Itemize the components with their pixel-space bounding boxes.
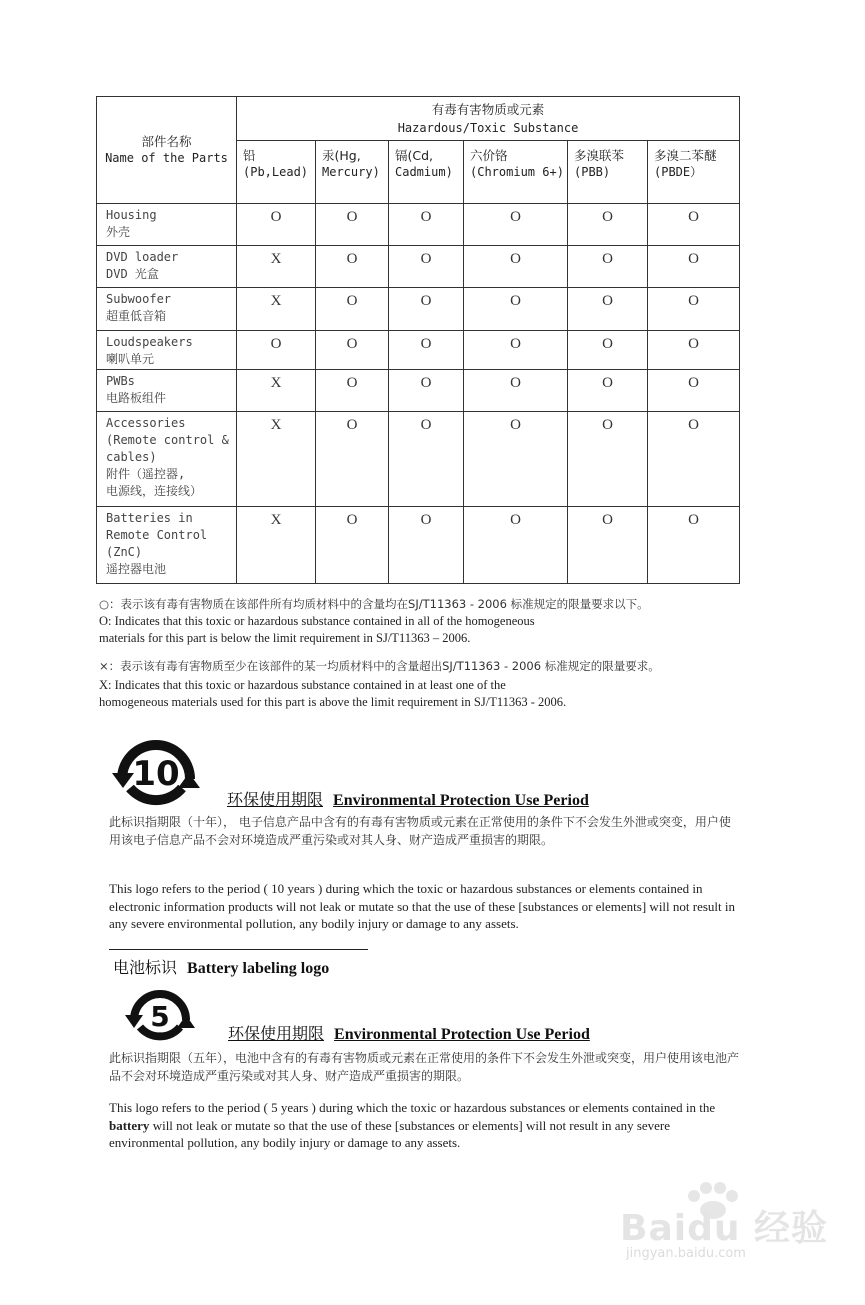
epu-5-logo-number: 5 <box>150 1000 170 1033</box>
watermark-url: jingyan.baidu.com <box>626 1246 746 1261</box>
substance-mark-cell: O <box>316 507 389 584</box>
note-o-cn: ○：表示该有毒有害物质在该部件所有均质材料中的含量均在SJ/T11363 - 2006 标准规定的限量要求以下。 <box>99 597 649 611</box>
part-name-line: 外壳 <box>106 225 131 239</box>
epu-5-heading <box>228 1021 590 1044</box>
substance-mark-cell: O <box>648 507 740 584</box>
substance-mark-cell: O <box>568 331 648 370</box>
column-header-en: (PBDE） <box>654 165 703 179</box>
epu-10-logo-icon <box>110 730 202 814</box>
part-name-cell <box>97 246 237 288</box>
table-row <box>97 331 740 370</box>
substance-mark-cell: O <box>568 288 648 331</box>
column-header-en: (Chromium 6+) <box>470 165 564 179</box>
part-name-line: Subwoofer <box>106 292 172 306</box>
parts-header-cn: 部件名称 <box>141 134 192 149</box>
watermark-brand: Baidu 经验 <box>620 1208 829 1249</box>
epu-5-logo-icon <box>123 982 197 1048</box>
substance-mark-cell: O <box>648 412 740 507</box>
substance-mark-cell: O <box>389 204 464 246</box>
substance-group-header <box>237 97 740 141</box>
substance-mark-cell: O <box>648 331 740 370</box>
substance-mark-cell: O <box>316 246 389 288</box>
substance-mark-cell: O <box>464 204 568 246</box>
column-header-cn: 铅 <box>243 148 256 163</box>
substance-mark-cell: O <box>389 288 464 331</box>
substance-mark-cell: O <box>648 204 740 246</box>
epu-5-paragraph-en-bold: battery <box>109 1117 150 1133</box>
substance-mark-cell: O <box>389 331 464 370</box>
part-name-line: 喇叭单元 <box>106 352 155 366</box>
epu-5-paragraph-en-post: will not leak or mutate so that the use of these [substances or elements] will not result in any severe environmental pollution, any bodily injury or damage to any assets. <box>109 1117 671 1150</box>
substance-mark-cell: O <box>389 246 464 288</box>
column-header-cn: 六价铬 <box>470 148 508 163</box>
part-name-line: 电路板组件 <box>106 391 167 405</box>
column-header-cn: 镉(Cd, <box>395 148 434 163</box>
group-header-en: Hazardous/Toxic Substance <box>397 120 579 135</box>
epu-10-heading <box>227 787 589 810</box>
column-header-cn: 多溴联苯 <box>574 148 625 163</box>
table-row <box>97 288 740 331</box>
substance-column-header <box>316 141 389 204</box>
substance-mark-cell: O <box>389 412 464 507</box>
column-header-en: Mercury) <box>322 165 380 179</box>
epu-10-paragraph-cn: 此标识指期限（十年）， 电子信息产品中含有的有毒有害物质或元素在正常使用的条件下不会发生外泄或突变，用户使用该电子信息产品不会对环境造成严重污染或对其人身、财产造成严重损害的期限。 <box>109 815 731 847</box>
substance-mark-cell: O <box>464 246 568 288</box>
substance-mark-cell: O <box>568 246 648 288</box>
baidu-watermark <box>612 1180 829 1280</box>
part-name-line: PWBs <box>106 374 135 388</box>
substance-mark-cell: O <box>568 412 648 507</box>
table-row <box>97 204 740 246</box>
substance-mark-cell: O <box>648 288 740 331</box>
substance-mark-cell: O <box>464 507 568 584</box>
substance-mark-cell: O <box>648 370 740 412</box>
column-header-en: (Pb,Lead) <box>243 165 309 179</box>
epu-5-paragraph-en <box>109 1099 739 1152</box>
part-name-cell <box>97 331 237 370</box>
note-x-en-2: homogeneous materials used for this part is above the limit requirement in SJ/T11363 - 2006. <box>99 695 567 709</box>
epu-5-paragraph-cn: 此标识指期限（五年），电池中含有的有毒有害物质或元素在正常使用的条件下不会发生外泄或突变，用户使用该电池产品不会对环境造成严重污染或对其人身、财产造成严重损害的期限。 <box>109 1051 740 1083</box>
part-name-line: Batteries in <box>106 511 193 525</box>
battery-title <box>113 955 329 978</box>
substance-column-header <box>237 141 316 204</box>
part-name-line: cables) <box>106 450 157 464</box>
part-name-line: (Remote control & <box>106 433 229 447</box>
table-row <box>97 412 740 507</box>
parts-header <box>97 97 237 204</box>
note-x-cn: ×：表示该有毒有害物质至少在该部件的某一均质材料中的含量超出SJ/T11363 - 2006 标准规定的限量要求。 <box>99 659 660 673</box>
column-header-cn: 多溴二苯醚 <box>654 148 717 163</box>
part-name-cell <box>97 370 237 412</box>
epu-10-paragraph-en: This logo refers to the period ( 10 years ) during which the toxic or hazardous substances or elements contained in electronic information products will not leak or mutate so that the use of these [substances or elements] will not result in any severe environmental pollution, any bodily injury or damage to any assets. <box>109 881 736 931</box>
substance-mark-cell: O <box>316 204 389 246</box>
substance-mark-cell: X <box>237 370 316 412</box>
substance-mark-cell: X <box>237 412 316 507</box>
substance-mark-cell: O <box>316 412 389 507</box>
parts-header-en: Name of the Parts <box>105 151 228 165</box>
table-row <box>97 507 740 584</box>
table-row <box>97 246 740 288</box>
note-o-en-1: O: Indicates that this toxic or hazardous substance contained in all of the homogeneous <box>99 614 535 628</box>
substance-mark-cell: X <box>237 288 316 331</box>
substance-column-header <box>648 141 740 204</box>
part-name-line: DVD 光盒 <box>106 267 159 281</box>
part-name-line: 超重低音箱 <box>106 309 167 323</box>
column-header-en: Cadmium) <box>395 165 453 179</box>
column-header-cn: 汞(Hg, <box>322 148 361 163</box>
part-name-cell <box>97 204 237 246</box>
part-name-cell <box>97 288 237 331</box>
epu-5-paragraph-en-pre: This logo refers to the period ( 5 years ) during which the toxic or hazardous substances or elements contained in the <box>109 1100 716 1115</box>
substance-column-header <box>389 141 464 204</box>
note-x-en-1: X: Indicates that this toxic or hazardous substance contained in at least one of the <box>99 678 506 692</box>
substance-mark-cell: O <box>316 288 389 331</box>
battery-title-en: Battery labeling logo <box>187 960 330 977</box>
substance-mark-cell: O <box>389 370 464 412</box>
part-name-line: Remote Control <box>106 528 208 542</box>
part-name-line: Accessories <box>106 416 186 430</box>
substance-mark-cell: O <box>316 331 389 370</box>
part-name-line: 附件（遥控器, <box>106 467 186 481</box>
substance-column-header <box>568 141 648 204</box>
part-name-line: Housing <box>106 208 157 222</box>
part-name-cell <box>97 412 237 507</box>
substance-mark-cell: O <box>568 370 648 412</box>
substance-mark-cell: O <box>568 507 648 584</box>
column-header-en: (PBB) <box>574 165 611 179</box>
substance-mark-cell: X <box>237 507 316 584</box>
substance-mark-cell: O <box>316 370 389 412</box>
header-row-group <box>97 97 740 141</box>
part-name-line: 遥控器电池 <box>106 562 167 576</box>
substance-mark-cell: O <box>648 246 740 288</box>
table-body <box>97 97 740 584</box>
part-name-line: Loudspeakers <box>106 335 193 349</box>
part-name-line: DVD loader <box>106 250 179 264</box>
table-row <box>97 370 740 412</box>
section-divider <box>109 949 368 950</box>
substance-table <box>96 96 740 584</box>
substance-mark-cell: X <box>237 246 316 288</box>
battery-title-cn: 电池标识 <box>113 958 178 977</box>
epu-10-logo-number: 10 <box>132 754 180 794</box>
substance-mark-cell: O <box>568 204 648 246</box>
substance-mark-cell: O <box>389 507 464 584</box>
substance-column-header <box>464 141 568 204</box>
part-name-line: 电源线，连接线） <box>106 484 203 498</box>
epu-10-heading-en: Environmental Protection Use Period <box>333 792 589 809</box>
note-o-en-2: materials for this part is below the limit requirement in SJ/T11363 – 2006. <box>99 631 471 645</box>
epu-10-heading-cn: 环保使用期限 <box>227 790 324 809</box>
part-name-line: (ZnC) <box>106 545 143 559</box>
epu-5-heading-cn: 环保使用期限 <box>228 1024 325 1043</box>
group-header-cn: 有毒有害物质或元素 <box>431 101 545 117</box>
part-name-cell <box>97 507 237 584</box>
epu-5-heading-en: Environmental Protection Use Period <box>334 1026 590 1043</box>
substance-mark-cell: O <box>464 412 568 507</box>
substance-mark-cell: O <box>464 370 568 412</box>
substance-mark-cell: O <box>464 331 568 370</box>
substance-mark-cell: O <box>237 331 316 370</box>
substance-mark-cell: O <box>237 204 316 246</box>
substance-mark-cell: O <box>464 288 568 331</box>
